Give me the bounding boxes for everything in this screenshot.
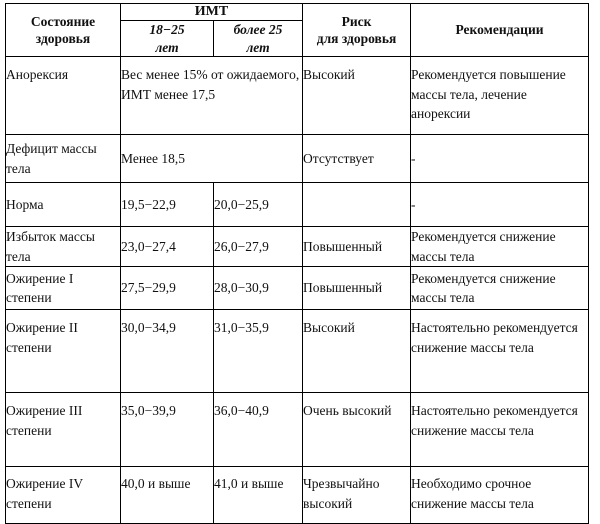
cell-health-risk: Повышенный [303,227,411,267]
column-header-bmi-18-25-line1: 18−25 [149,22,185,37]
cell-bmi-over-25: 26,0−27,9 [214,227,303,267]
table-row [6,57,589,135]
cell-bmi-18-25: 23,0−27,4 [121,227,214,267]
cell-health-risk: Чрезвычайно высокий [303,467,411,524]
cell-health-state: Ожирение I степени [6,267,121,310]
table-row [6,393,589,467]
column-header-bmi-18-25 [121,21,214,57]
cell-recommendation: - [411,183,589,227]
cell-health-risk: Очень высокий [303,393,411,467]
cell-bmi-merged: Менее 18,5 [121,135,303,183]
cell-recommendation: Рекомендуется снижение массы тела [411,227,589,267]
cell-bmi-18-25: 30,0−34,9 [121,310,214,393]
cell-health-state: Ожирение III степени [6,393,121,467]
column-header-bmi-group: ИМТ [121,4,303,21]
cell-health-risk: Отсутствует [303,135,411,183]
cell-health-state: Анорексия [6,57,121,135]
column-header-recommendations: Рекомендации [411,4,589,57]
cell-health-risk: Повышенный [303,267,411,310]
column-header-health-state-line1: Состояние [30,13,96,29]
cell-health-state: Избыток массы тела [6,227,121,267]
cell-bmi-over-25: 20,0−25,9 [214,183,303,227]
cell-recommendation: Рекомендуется повышение массы тела, лечение анорексии [411,57,589,135]
cell-recommendation: - [411,135,589,183]
column-header-bmi-over-25-line2: лет [246,39,270,55]
cell-bmi-over-25: 41,0 и выше [214,467,303,524]
table-row [6,267,589,310]
table-row [6,467,589,524]
table-row [6,310,589,393]
cell-recommendation: Настоятельно рекомендуется снижение массы тела [411,310,589,393]
cell-bmi-18-25: 27,5−29,9 [121,267,214,310]
cell-health-state: Ожирение II степени [6,310,121,393]
column-header-health-risk-line1: Риск [341,13,372,29]
column-header-bmi-over-25 [214,21,303,57]
column-header-bmi-over-25-line1: более 25 [233,22,283,37]
column-header-health-state [6,4,121,57]
cell-bmi-over-25: 28,0−30,9 [214,267,303,310]
cell-recommendation: Рекомендуется снижение массы тела [411,267,589,310]
cell-bmi-merged: Вес менее 15% от ожидаемого, ИМТ менее 17,5 [121,57,303,135]
table-row [6,227,589,267]
column-header-health-risk [303,4,411,57]
cell-bmi-over-25: 36,0−40,9 [214,393,303,467]
cell-recommendation: Необходимо срочное снижение массы тела [411,467,589,524]
cell-health-state: Дефицит массы тела [6,135,121,183]
column-header-health-risk-line2: для здоровья [316,31,397,47]
cell-bmi-over-25: 31,0−35,9 [214,310,303,393]
table-header [6,4,589,57]
table-row [6,135,589,183]
cell-health-risk: Высокий [303,57,411,135]
cell-bmi-18-25: 40,0 и выше [121,467,214,524]
table-header-row-1 [6,4,589,21]
cell-recommendation: Настоятельно рекомендуется снижение массы тела [411,393,589,467]
table-body [6,57,589,524]
cell-health-state: Норма [6,183,121,227]
table-row [6,183,589,227]
column-header-health-state-line2: здоровья [35,31,91,47]
cell-bmi-18-25: 19,5−22,9 [121,183,214,227]
column-header-bmi-18-25-line2: лет [155,39,179,55]
cell-health-risk: Высокий [303,310,411,393]
cell-bmi-18-25: 35,0−39,9 [121,393,214,467]
cell-health-risk [303,183,411,227]
cell-health-state: Ожирение IV степени [6,467,121,524]
bmi-reference-table [5,3,589,524]
bmi-reference-table-container [5,3,588,524]
